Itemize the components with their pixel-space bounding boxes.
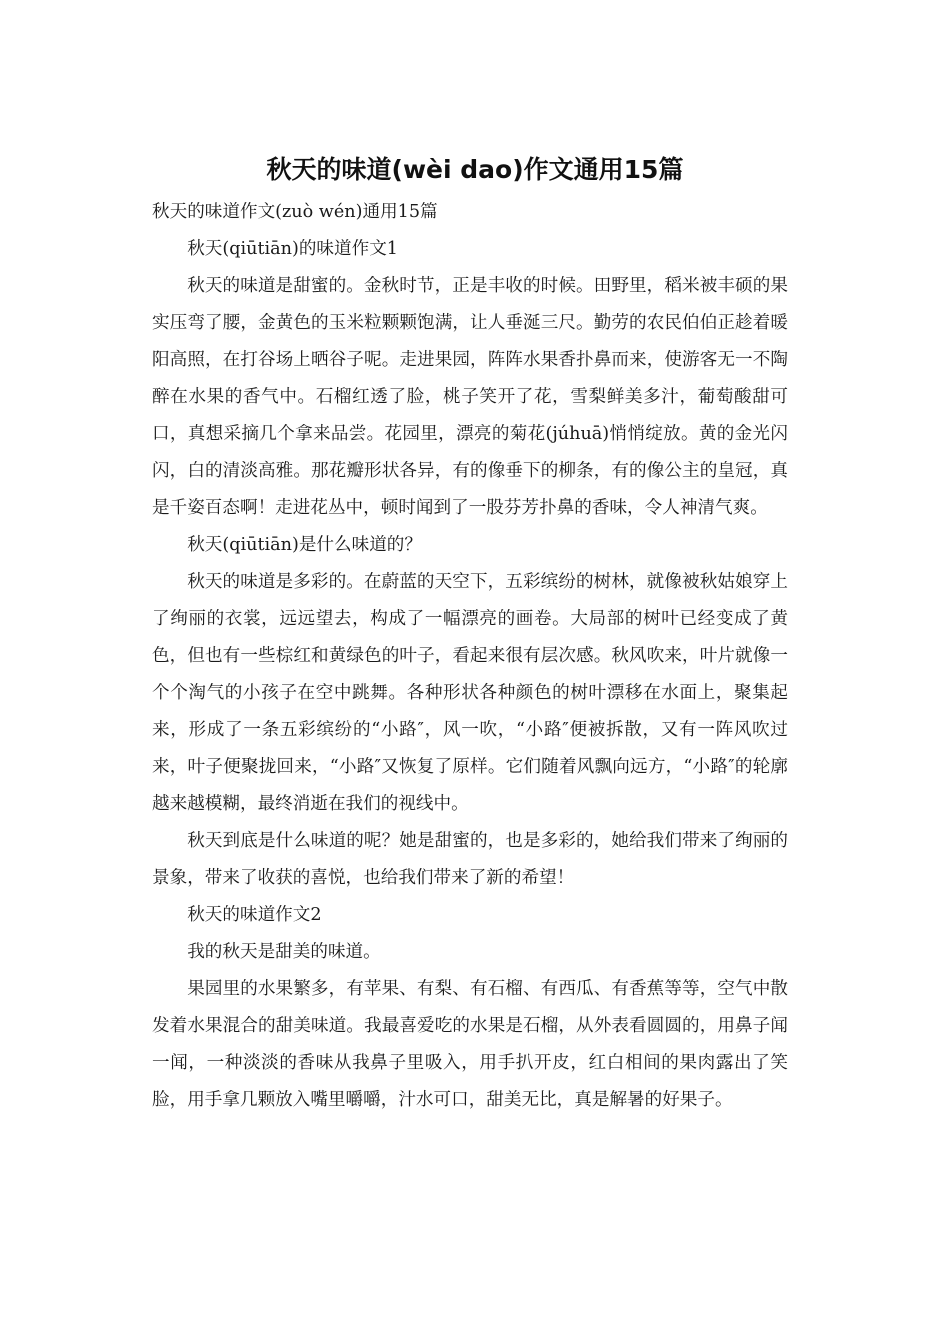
- paragraph: 秋天的味道作文(zuò wén)通用15篇: [152, 202, 438, 222]
- document-body: [152, 194, 788, 1119]
- paragraph: 我的秋天是甜美的味道。: [187, 942, 381, 962]
- paragraph: 秋天的味道作文2: [187, 905, 322, 925]
- paragraph: 秋天的味道是多彩的。在蔚蓝的天空下，五彩缤纷的树林，就像被秋姑娘穿上了绚丽的衣裳，远远望去，构成了一幅漂亮的画卷。大局部的树叶已经变成了黄色，但也有一些棕红和黄绿色的叶子，看起来很有层次感。秋风吹来，叶片就像一个个淘气的小孩子在空中跳舞。各种形状各种颜色的树叶漂移在水面上，聚集起来，形成了一条五彩缤纷的“小路″，风一吹，“小路″便被拆散，又有一阵风吹过来，叶子便聚拢回来，“小路″又恢复了原样。它们随着风飘向远方，“小路″的轮廓越来越模糊，最终消逝在我们的视线中。: [152, 572, 788, 814]
- paragraph: 果园里的水果繁多，有苹果、有梨、有石榴、有西瓜、有香蕉等等，空气中散发着水果混合的甜美味道。我最喜爱吃的水果是石榴，从外表看圆圆的，用鼻子闻一闻，一种淡淡的香味从我鼻子里吸入，用手扒开皮，红白相间的果肉露出了笑脸，用手拿几颗放入嘴里嚼嚼，汁水可口，甜美无比，真是解暑的好果子。: [152, 979, 788, 1110]
- paragraph: 秋天到底是什么味道的呢？她是甜蜜的，也是多彩的，她给我们带来了绚丽的景象，带来了收获的喜悦，也给我们带来了新的希望！: [152, 831, 788, 888]
- paragraph: 秋天(qiūtiān)是什么味道的？: [187, 535, 422, 555]
- paragraph: 秋天的味道是甜蜜的。金秋时节，正是丰收的时候。田野里，稻米被丰硕的果实压弯了腰，金黄色的玉米粒颗颗饱满，让人垂涎三尺。勤劳的农民伯伯正趁着暖阳高照，在打谷场上晒谷子呢。走进果园，阵阵水果香扑鼻而来，使游客无一不陶醉在水果的香气中。石榴红透了脸，桃子笑开了花，雪梨鲜美多汁，葡萄酸甜可口，真想采摘几个拿来品尝。花园里，漂亮的菊花(júhuā)悄悄绽放。黄的金光闪闪，白的清淡高雅。那花瓣形状各异，有的像垂下的柳条，有的像公主的皇冠，真是千姿百态啊！走进花丛中，顿时闻到了一股芬芳扑鼻的香味，令人神清气爽。: [152, 276, 788, 518]
- paragraph: 秋天(qiūtiān)的味道作文1: [187, 239, 399, 259]
- document-title: 秋天的味道(wèi dao)作文通用15篇: [266, 155, 684, 184]
